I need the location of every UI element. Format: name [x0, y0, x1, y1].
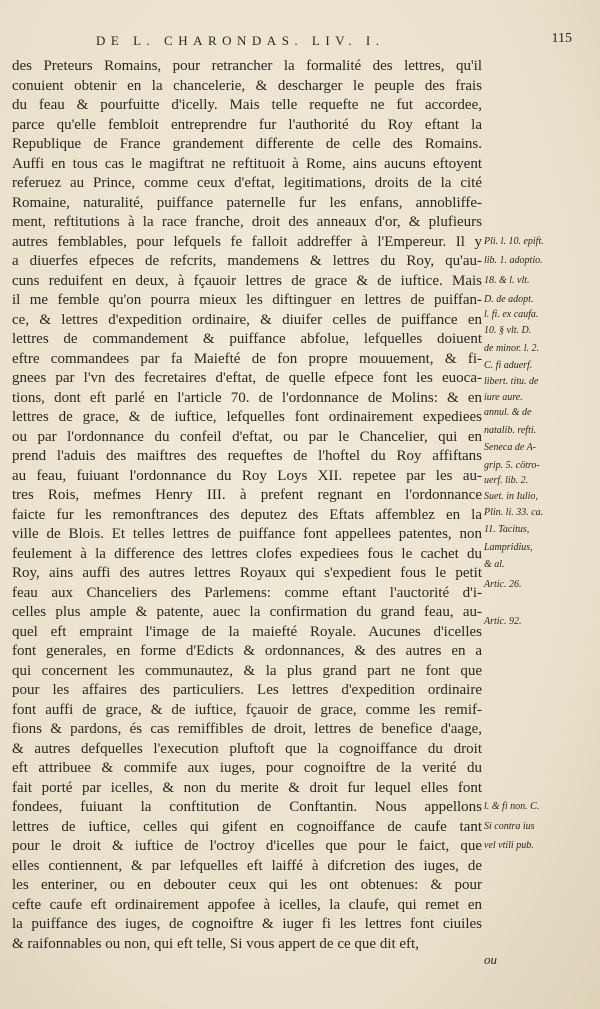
margin-note: D. de adopt.: [484, 294, 534, 305]
text-line: gnees par l'vn des fecretaires d'eftat, de quelle efpece font les euoca-: [12, 370, 482, 386]
text-line: les enteriner, ou en debouter ceux qui les ont obtenues: & pour: [12, 877, 482, 893]
margin-note: Si contra ius: [484, 820, 535, 832]
text-line: & autres defquelles l'execution pluftoft que la cognoiffance du droit: [12, 740, 482, 757]
margin-note: de minor. l. 2.: [484, 342, 539, 354]
text-line: eft attribuee & commife aux iuges, pour cognoiftre de la verité du: [12, 760, 482, 776]
text-line: ou par l'ordonnance du confeil d'eftat, ou par le Chancelier, qui en: [12, 428, 482, 445]
margin-note: libert. titu. de: [484, 375, 539, 387]
text-line: feulement à la difference des lettres clofes expediees fous le cachet du: [12, 545, 482, 562]
text-line: tions, dont eft parlé en l'article 70. de l'ordonnance de Molins: & en: [12, 389, 482, 406]
text-line: pour le droit & iuftice de l'octroy d'icelles que pour le faict, que: [12, 838, 482, 854]
page-header: [96, 33, 576, 51]
margin-note: 10. § vlt. D.: [484, 325, 532, 337]
main-text-block: [12, 57, 482, 954]
text-line: du feau & pourfuitte d'icelly. Mais telle requefte ne fut accordee,: [12, 97, 482, 113]
text-line: autres femblables, pour lefquels fe falloit addreffer à l'Empereur. Il y: [12, 233, 482, 250]
text-line: lettres de iuftice, celles qui gifent en cognoiffance de caufe tant: [12, 818, 482, 835]
text-line: tres Rois, mefmes Henry III. à prefent regnant en l'ordonnance: [12, 487, 482, 503]
margin-note: Artic. 92.: [484, 615, 522, 627]
text-line: lettres de grace, & de iuftice, lefquelles font ordinairement expediees: [12, 409, 482, 425]
margin-note: vel vtili pub.: [484, 840, 534, 851]
text-line: font auffi de grace, & de iuftice, fçauoir de grace, comme les remif-: [12, 701, 482, 718]
catchword: ou: [484, 952, 497, 967]
margin-note: Seneca de A-: [484, 442, 537, 454]
text-line: feau aux Chanceliers des Parlemens: comme eftant l'auctorité d'i-: [12, 584, 482, 601]
text-line: celles plus ample & patente, auec la confirmation du grand feau, au-: [12, 604, 482, 620]
text-line: & raifonnables ou non, qui eft telle, Si vous appert de ce que dit eft,: [12, 935, 419, 952]
text-line: pour les affaires des particuliers. Les lettres d'expedition ordinaire: [12, 682, 482, 698]
text-line: a diuerfes efpeces de refcrits, mandemens & lettres du Roy, qu'au-: [12, 253, 482, 269]
text-line: font generales, en forme d'Edicts & ordonnances, & des autres en a: [12, 643, 482, 659]
margin-note: Suet. in Iulio,: [484, 490, 538, 502]
margin-note: lib. 1. adoptio.: [484, 255, 543, 266]
running-title: DE L. CHARONDAS. LIV. I.: [96, 33, 385, 48]
margin-note: annul. & de: [484, 407, 532, 419]
text-line: cefte caufe eft ordinairement appofee à icelles, la claufe, qui remet en: [12, 896, 482, 913]
margin-note: natalib. refti.: [484, 424, 537, 436]
text-line: ment, reftitutions à la race franche, droit des anneaux d'or, & plufieurs: [12, 214, 482, 230]
text-line: Republique de France grandement differente de celle des Romains.: [12, 136, 482, 152]
page-number: 115: [551, 31, 572, 46]
text-line: il me femble qu'on pourra mieux les diftinguer en lettres de puiffan-: [12, 292, 482, 308]
margin-note: Artic. 26.: [484, 578, 522, 590]
text-line: prend l'aduis des maiftres des requeftes de l'hoftel du Roy affiftans: [12, 448, 482, 464]
text-line: ce, & lettres d'expedition ordinaire, & diuifer celles de puiffance en: [12, 311, 482, 328]
margin-note: & al.: [484, 559, 505, 571]
text-line: fondees, fuiuant la conftitution de Conftantin. Nous appellons: [12, 799, 482, 815]
margin-note: Pli. l. 10. epift.: [484, 235, 544, 247]
text-line: ville de Blois. Et telles lettres de puiffance font appellees patentes, non: [12, 526, 482, 542]
text-line: fait porté par icelles, & non du merite & droit fur lequel elles font: [12, 779, 482, 796]
text-line: faicte fur les remonftrances des deputez des Eftats affemblez en la: [12, 506, 482, 523]
text-line: elles contiennent, & par lefquelles eft laiffé à difcretion des iuges, de: [12, 857, 482, 874]
margin-note: Lampridius,: [484, 541, 533, 553]
margin-note: iure aure.: [484, 391, 523, 403]
margin-note: l. & fi non. C.: [484, 801, 540, 812]
text-line: quel eft empraint l'image de la maiefté Royale. Aucunes d'icelles: [12, 623, 482, 640]
margin-note: grip. 5. cötro-: [484, 459, 540, 471]
text-line: la puiffance des iuges, de cognoiftre & iuger fi les lettres font ciuiles: [12, 916, 482, 932]
text-line: parce qu'elle fembloit entreprendre fur l'authorité du Roy eftant la: [12, 116, 482, 133]
margin-note: l. fi. ex caufa.: [484, 308, 539, 320]
text-line: fions & pardons, és cas remiffibles de droit, lettres de benefice d'aage,: [12, 721, 482, 737]
margin-note: 11. Tacitus,: [484, 524, 530, 536]
text-line: des Preteurs Romains, pour retrancher la formalité des lettres, qu'il: [12, 58, 482, 74]
text-line: conuient obtenir en la chancelerie, & descharger le peuple des frais: [12, 77, 482, 94]
text-line: Roy, ains auffi des autres lettres Royaux qui s'expedient fous le petit: [12, 565, 482, 581]
margin-note: C. fi aduerf.: [484, 360, 533, 372]
margin-note: 18. & l. vlt.: [484, 274, 530, 286]
text-line: referuez au Prince, comme ceux d'eftat, legitimations, droits de la cité: [12, 175, 482, 191]
text-line: cuns reduifent en deux, à fçauoir lettres de grace & de iuftice. Mais: [12, 272, 482, 289]
text-line: au feau, fuiuant l'ordonnance du Roy Loys XII. repetee par les au-: [12, 467, 482, 484]
margin-note: uerf. lib. 2.: [484, 475, 529, 487]
margin-note: Plin. li. 33. ca.: [484, 506, 544, 518]
text-line: eftre commandees par fa Maiefté de fon propre mouuement, & fi-: [12, 350, 482, 367]
text-line: lettres de commandement & puiffance abfolue, lefquelles doiuent: [12, 331, 482, 347]
text-line: qui concernent les communautez, & la plus grand part ne font que: [12, 662, 482, 679]
text-line: Auffi en tous cas le magiftrat ne reftituoit à Rome, ains aucuns eftoyent: [12, 155, 482, 172]
text-line: Romaine, naturalité, puiffance paternelle fur les enfans, annobliffe-: [12, 194, 482, 211]
